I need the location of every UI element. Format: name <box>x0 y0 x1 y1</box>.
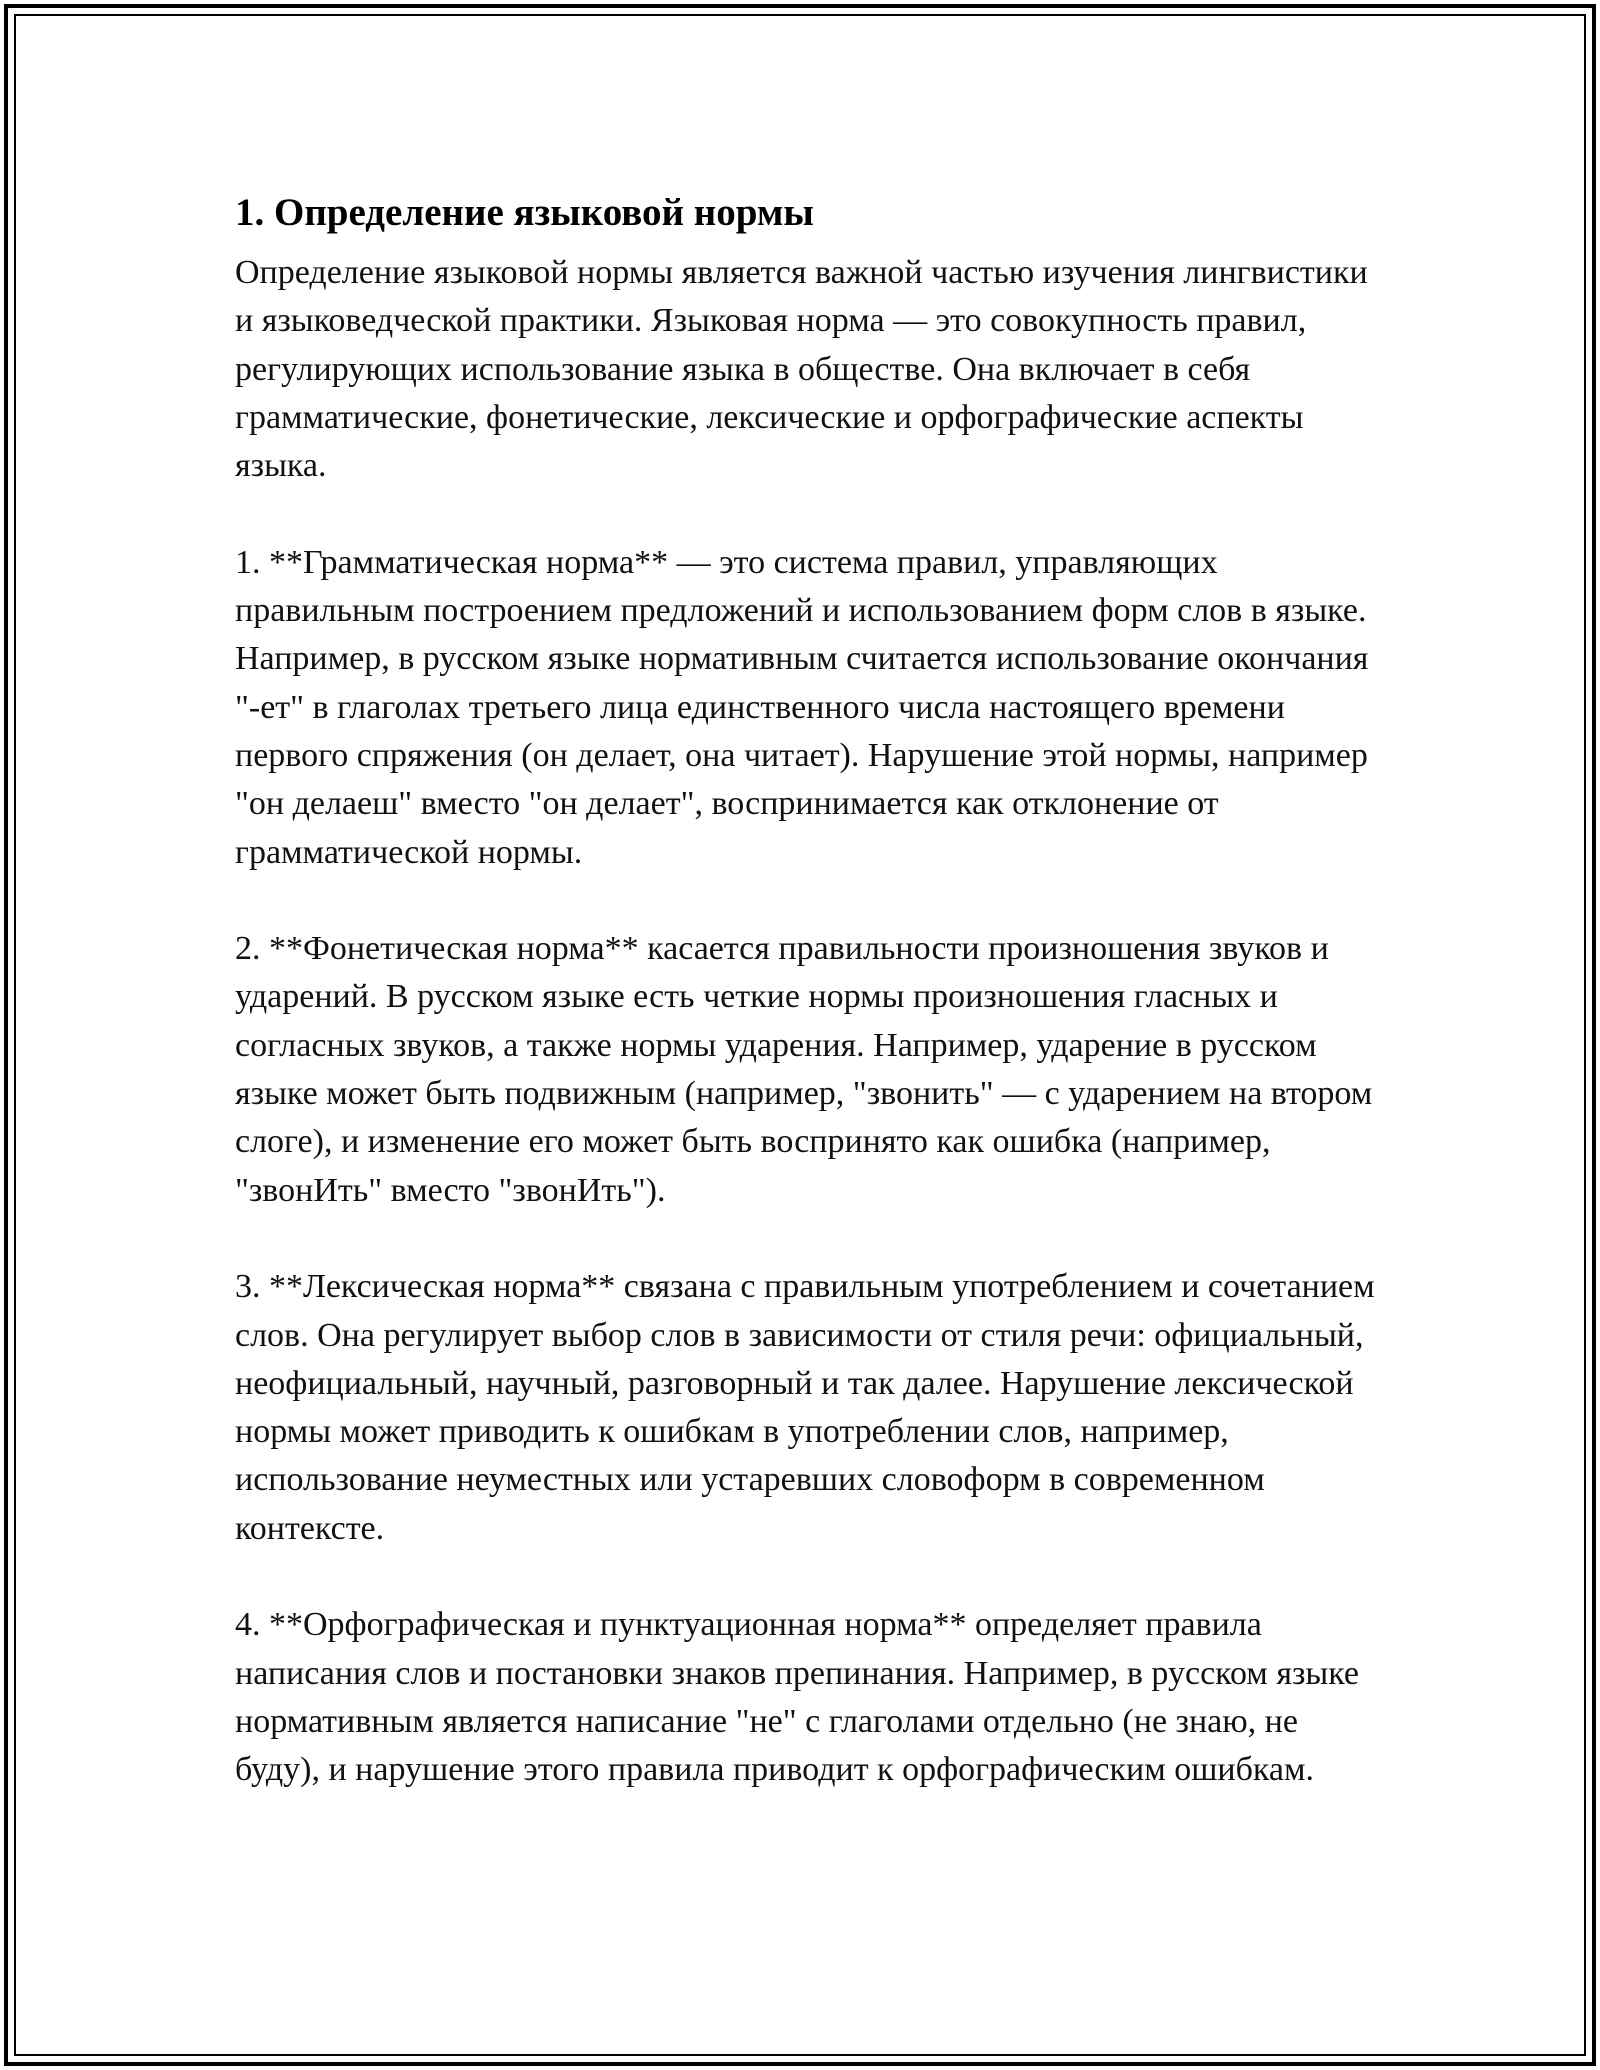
phonetic-norm-paragraph: 2. **Фонетическая норма** касается правильности произношения звуков и ударений. В русском языке есть четкие нормы произношения гласных и согласных звуков, а также нормы ударения. Например, ударение в русском языке может быть подвижным (например, "звонить" — с ударением на втором слоге), и изменение его может быть воспринято как ошибка (например, "звонИть" вместо "звонИть"). <box>235 930 1373 1209</box>
grammatical-norm-paragraph: 1. **Грамматическая норма** — это система правил, управляющих правильным построением предложений и использованием форм слов в языке. Например, в русском языке нормативным считается использование окончания "-ет" в глаголах третьего лица единственного числа настоящего времени первого спряжения (он делает, она читает). Нарушение этой нормы, например "он делаеш" вместо "он делает", воспринимается как отклонение от грамматической нормы. <box>235 543 1369 871</box>
document-body <box>235 185 1375 1795</box>
section-heading: 1. Определение языковой нормы <box>235 191 814 234</box>
lexical-norm-paragraph: 3. **Лексическая норма** связана с правильным употреблением и сочетанием слов. Она регулирует выбор слов в зависимости от стиля речи: официальный, неофициальный, научный, разговорный и так далее. Нарушение лексической нормы может приводить к ошибкам в употреблении слов, например, использование неуместных или устаревших словоформ в современном контексте. <box>235 1268 1375 1547</box>
orthographic-norm-paragraph: 4. **Орфографическая и пунктуационная норма** определяет правила написания слов и постановки знаков препинания. Например, в русском языке нормативным является написание "не" с глаголами отдельно (не знаю, не буду), и нарушение этого правила приводит к орфографическим ошибкам. <box>235 1606 1359 1789</box>
intro-paragraph: Определение языковой нормы является важной частью изучения лингвистики и языковедческой практики. Языковая норма — это совокупность правил, регулирующих использование языка в обществе. Она включает в себя грамматические, фонетические, лексические и орфографические аспекты языка. <box>235 254 1368 485</box>
